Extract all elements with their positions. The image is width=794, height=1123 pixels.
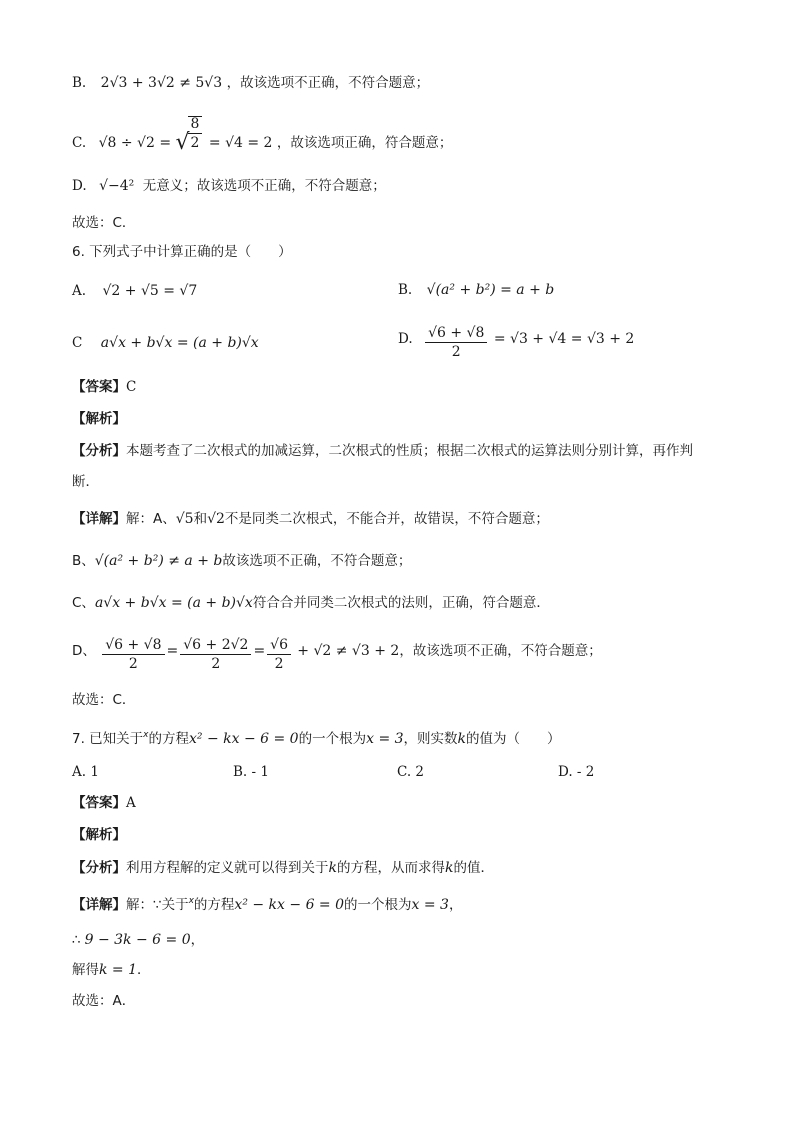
equation: 9 − 3k − 6 = 0 [84, 932, 191, 948]
variable-x: x [188, 896, 194, 906]
q6-option-c [72, 336, 259, 351]
fraction [267, 638, 291, 671]
detail-text: 的方程 [193, 897, 235, 913]
detail-text: D、 [72, 642, 96, 659]
option-label: C [72, 335, 83, 351]
option-label: B. [398, 282, 413, 298]
root-value: x = 3 [411, 897, 449, 913]
variable-k: k [328, 860, 337, 876]
fraction-denominator: 2 [274, 656, 284, 672]
stem-text: 7. 已知关于 [72, 731, 144, 747]
fraction-numerator: √6 [267, 638, 291, 655]
solution-line-b [72, 76, 429, 91]
q7-analysis-header: 【解析】 [72, 827, 126, 843]
math-expression: √−4² [99, 178, 135, 194]
q6-fenxi-cont: 断． [72, 474, 99, 490]
detail-text: 故该选项不正确，不符合题意； [222, 553, 412, 569]
fraction [425, 326, 487, 359]
answer-tag: 【答案】 [72, 795, 126, 811]
explanation-text: 无意义；故该选项不正确，不符合题意； [142, 178, 386, 194]
q7-option-a: A. 1 [72, 764, 99, 780]
stem-text: 的值为（ ） [466, 731, 561, 747]
xiangjie-tag: 【详解】 [72, 897, 126, 913]
fraction [102, 638, 164, 671]
math-expression: √2 + √5 = √7 [102, 283, 198, 299]
q7-fenxi [72, 861, 494, 876]
detail-text: B、 [72, 553, 95, 569]
root-value: x = 3 [366, 731, 404, 747]
fraction-numerator: √6 + √8 [102, 638, 164, 655]
variable-x: x [143, 730, 149, 740]
q7-xiangjie [72, 897, 462, 913]
q7-option-c: C. 2 [397, 764, 425, 780]
explanation-text: ，故该选项正确，符合题意； [276, 135, 453, 151]
because-symbol: ∵ [153, 897, 162, 913]
detail-text: 和 [193, 511, 208, 527]
q7-option-d: D. - 2 [558, 764, 595, 780]
xiangjie-tag: 【详解】 [72, 511, 126, 527]
question-6-stem: 6. 下列式子中计算正确的是（ ） [72, 244, 292, 260]
option-label: D. [72, 178, 87, 194]
equation: x² − kx − 6 = 0 [189, 731, 299, 747]
stem-text: 的方程 [148, 731, 189, 747]
fraction-denominator: 2 [211, 656, 221, 672]
detail-text: 不是同类二次根式，不能合并，故错误，不符合题意； [224, 511, 549, 527]
detail-text: C、 [72, 595, 95, 611]
q6-xiangjie-a [72, 512, 549, 527]
fraction [188, 116, 203, 150]
equals-sign: = [166, 642, 179, 659]
q6-analysis-header: 【解析】 [72, 411, 126, 427]
equation: x² − kx − 6 = 0 [234, 897, 345, 913]
question-7-stem [72, 731, 561, 747]
fenxi-text: 的值． [453, 860, 494, 876]
variable-k: k [457, 731, 467, 747]
option-label: A. [72, 283, 87, 299]
fraction-numerator: 8 [188, 117, 203, 134]
math-expression: √(a² + b²) ≠ a + b [94, 553, 223, 569]
q6-xiangjie-b [72, 554, 411, 569]
final-choice: 故选：C． [72, 215, 136, 231]
detail-text: 解： [126, 897, 153, 913]
explanation-text: ，故该选项不正确，不符合题意； [226, 75, 430, 91]
equation: k = 1 [99, 962, 138, 978]
option-label: C. [72, 135, 87, 151]
math-expression: √5 [175, 511, 194, 527]
q7-option-b: B. - 1 [233, 764, 269, 780]
math-expression: a√x + b√x = (a + b)√x [100, 335, 259, 351]
fraction-numerator: √6 + 2√2 [180, 638, 251, 655]
q6-option-b [398, 283, 554, 298]
math-expression: = √4 = 2 [208, 135, 273, 151]
math-expression: √2 [207, 511, 225, 527]
q6-xiangjie-c [72, 596, 550, 611]
option-label: B. [72, 75, 87, 91]
q6-option-a [72, 284, 197, 299]
detail-text: 解：A、 [126, 511, 176, 527]
math-expression: 2√3 + 3√2 ≠ 5√3 [100, 75, 223, 91]
therefore-symbol: ∴ [72, 932, 81, 948]
detail-text: ， [190, 932, 205, 948]
fenxi-text: 本题考查了二次根式的加减运算，二次根式的性质；根据二次根式的运算法则分别计算，再作判 [126, 443, 693, 459]
radical-sign-icon: √ [175, 130, 190, 155]
detail-text: ，故该选项不正确，不符合题意； [399, 642, 602, 659]
stem-text: 的一个根为 [298, 731, 367, 747]
math-expression: + √2 ≠ √3 + 2 [297, 642, 400, 659]
fenxi-tag: 【分析】 [72, 860, 126, 876]
q6-xiangjie-d [72, 632, 602, 676]
fraction-denominator: 2 [451, 344, 461, 360]
q7-step-1 [72, 933, 204, 948]
fenxi-text: 的方程，从而求得 [336, 860, 445, 876]
solution-line-c [72, 118, 452, 158]
detail-text: 的一个根为 [344, 897, 412, 913]
math-expression: √(a² + b²) = a + b [426, 282, 555, 298]
fraction [180, 638, 251, 671]
detail-text: 解得 [72, 962, 99, 978]
q7-final-choice: 故选：A． [72, 993, 136, 1009]
answer-value: A [126, 795, 136, 811]
math-expression: √8 ÷ √2 = [98, 135, 172, 151]
equals-sign: = [253, 642, 266, 659]
q7-step-2 [72, 963, 151, 978]
detail-text: ， [448, 897, 463, 913]
detail-text: ． [137, 962, 151, 978]
fenxi-text: 利用方程解的定义就可以得到关于 [126, 860, 329, 876]
math-expression: = √3 + √4 = √3 + 2 [493, 330, 635, 347]
answer-value: C [126, 379, 137, 395]
q6-answer [72, 381, 136, 395]
stem-text: ，则实数 [403, 731, 458, 747]
option-label: D. [398, 330, 413, 347]
fraction-denominator: 2 [128, 656, 138, 672]
q6-option-d [398, 320, 634, 364]
fraction-denominator: 2 [190, 135, 200, 151]
fraction-numerator: √6 + √8 [425, 326, 487, 343]
q7-answer [72, 797, 136, 811]
fenxi-tag: 【分析】 [72, 443, 126, 459]
detail-text: 符合合并同类二次根式的法则，正确，符合题意． [252, 595, 550, 611]
detail-text: 关于 [161, 897, 189, 913]
variable-k: k [444, 860, 454, 876]
solution-line-d [72, 179, 386, 194]
answer-tag: 【答案】 [72, 379, 126, 395]
math-expression: a√x + b√x = (a + b)√x [94, 595, 253, 611]
q6-final-choice: 故选：C． [72, 692, 136, 708]
q6-fenxi [72, 445, 693, 459]
